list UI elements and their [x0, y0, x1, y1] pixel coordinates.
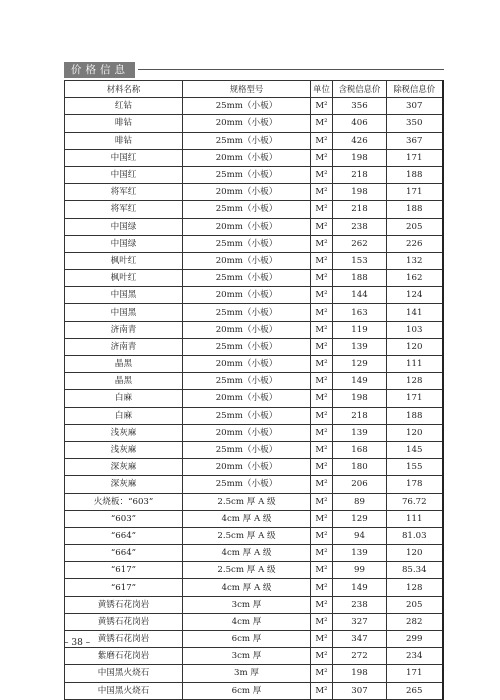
spec-model-cell: 20mm（小板）: [183, 184, 311, 201]
spec-model-cell: 20mm（小板）: [183, 459, 311, 476]
table-row: [65, 132, 443, 149]
material-name-cell: 红钻: [65, 98, 183, 115]
spec-model-cell: 6cm 厚: [183, 682, 311, 699]
price-excl-tax-cell: 81.03: [387, 527, 443, 544]
spec-model-cell: 4cm 厚 A 级: [183, 545, 311, 562]
price-incl-tax-cell: 139: [333, 545, 387, 562]
unit-cell: M²: [311, 166, 333, 183]
price-excl-tax-cell: 282: [387, 613, 443, 630]
material-name-cell: 中国红: [65, 149, 183, 166]
price-excl-tax-cell: 234: [387, 648, 443, 665]
price-incl-tax-cell: 238: [333, 218, 387, 235]
page-number: – 38 –: [64, 638, 91, 648]
spec-model-cell: 25mm（小板）: [183, 373, 311, 390]
spec-model-cell: 20mm（小板）: [183, 321, 311, 338]
material-name-cell: 中国黑火烧石: [65, 665, 183, 682]
material-name-cell: “617”: [65, 579, 183, 596]
spec-model-cell: 20mm（小板）: [183, 287, 311, 304]
unit-cell: M²: [311, 545, 333, 562]
spec-model-cell: 2.5cm 厚 A 级: [183, 527, 311, 544]
material-name-cell: “664”: [65, 527, 183, 544]
price-incl-tax-cell: 99: [333, 562, 387, 579]
price-table-body: [65, 98, 443, 700]
spec-model-cell: 25mm（小板）: [183, 98, 311, 115]
price-incl-tax-cell: 188: [333, 270, 387, 287]
price-incl-tax-cell: 206: [333, 476, 387, 493]
table-header-row: [65, 81, 443, 98]
price-incl-tax-cell: 149: [333, 579, 387, 596]
price-excl-tax-cell: 111: [387, 510, 443, 527]
table-row: [65, 184, 443, 201]
price-incl-tax-cell: 426: [333, 132, 387, 149]
spec-model-cell: 20mm（小板）: [183, 115, 311, 132]
price-excl-tax-cell: 226: [387, 235, 443, 252]
price-excl-tax-cell: 103: [387, 321, 443, 338]
material-name-cell: “603”: [65, 510, 183, 527]
table-row: [65, 149, 443, 166]
unit-cell: M²: [311, 252, 333, 269]
unit-cell: M²: [311, 579, 333, 596]
price-incl-tax-cell: 129: [333, 356, 387, 373]
price-excl-tax-cell: 145: [387, 441, 443, 458]
unit-cell: M²: [311, 631, 333, 648]
price-excl-tax-cell: 367: [387, 132, 443, 149]
price-table: [64, 80, 444, 700]
table-row: [65, 459, 443, 476]
price-incl-tax-cell: 327: [333, 613, 387, 630]
header-unit: 单位: [311, 81, 333, 98]
spec-model-cell: 25mm（小板）: [183, 304, 311, 321]
material-name-cell: 中国黑: [65, 287, 183, 304]
header-price-incl-tax: 含税信息价: [333, 81, 387, 98]
price-excl-tax-cell: 120: [387, 424, 443, 441]
price-incl-tax-cell: 144: [333, 287, 387, 304]
table-row: [65, 682, 443, 699]
price-excl-tax-cell: 85.34: [387, 562, 443, 579]
spec-model-cell: 4cm 厚 A 级: [183, 579, 311, 596]
unit-cell: M²: [311, 235, 333, 252]
spec-model-cell: 20mm（小板）: [183, 218, 311, 235]
unit-cell: M²: [311, 665, 333, 682]
price-incl-tax-cell: 272: [333, 648, 387, 665]
table-row: [65, 665, 443, 682]
material-name-cell: 将军红: [65, 201, 183, 218]
unit-cell: M²: [311, 321, 333, 338]
price-incl-tax-cell: 307: [333, 682, 387, 699]
table-row: [65, 596, 443, 613]
spec-model-cell: 4cm 厚 A 级: [183, 510, 311, 527]
table-row: [65, 441, 443, 458]
material-name-cell: 黄锈石花岗岩: [65, 631, 183, 648]
section-divider: [138, 69, 444, 70]
material-name-cell: 白麻: [65, 390, 183, 407]
material-name-cell: 晶黑: [65, 356, 183, 373]
spec-model-cell: 20mm（小板）: [183, 356, 311, 373]
price-excl-tax-cell: 307: [387, 98, 443, 115]
unit-cell: M²: [311, 115, 333, 132]
price-incl-tax-cell: 139: [333, 338, 387, 355]
price-excl-tax-cell: 162: [387, 270, 443, 287]
unit-cell: M²: [311, 132, 333, 149]
table-row: [65, 373, 443, 390]
price-incl-tax-cell: 198: [333, 184, 387, 201]
price-excl-tax-cell: 124: [387, 287, 443, 304]
material-name-cell: 黄锈石花岗岩: [65, 613, 183, 630]
unit-cell: M²: [311, 184, 333, 201]
unit-cell: M²: [311, 270, 333, 287]
material-name-cell: 中国黑火烧石: [65, 682, 183, 699]
price-incl-tax-cell: 163: [333, 304, 387, 321]
unit-cell: M²: [311, 218, 333, 235]
material-name-cell: 枫叶红: [65, 270, 183, 287]
price-excl-tax-cell: 299: [387, 631, 443, 648]
price-incl-tax-cell: 94: [333, 527, 387, 544]
spec-model-cell: 25mm（小板）: [183, 407, 311, 424]
material-name-cell: 浅灰麻: [65, 441, 183, 458]
material-name-cell: “664”: [65, 545, 183, 562]
spec-model-cell: 25mm（小板）: [183, 235, 311, 252]
material-name-cell: 火烧板：“603”: [65, 493, 183, 510]
unit-cell: M²: [311, 356, 333, 373]
spec-model-cell: 25mm（小板）: [183, 270, 311, 287]
material-name-cell: 将军红: [65, 184, 183, 201]
spec-model-cell: 25mm（小板）: [183, 132, 311, 149]
spec-model-cell: 20mm（小板）: [183, 390, 311, 407]
spec-model-cell: 3cm 厚: [183, 596, 311, 613]
material-name-cell: 紫磨石花岗岩: [65, 648, 183, 665]
price-excl-tax-cell: 120: [387, 545, 443, 562]
material-name-cell: 中国绿: [65, 235, 183, 252]
price-incl-tax-cell: 238: [333, 596, 387, 613]
spec-model-cell: 25mm（小板）: [183, 441, 311, 458]
unit-cell: M²: [311, 149, 333, 166]
price-excl-tax-cell: 350: [387, 115, 443, 132]
table-row: [65, 631, 443, 648]
spec-model-cell: 2.5cm 厚 A 级: [183, 493, 311, 510]
unit-cell: M²: [311, 596, 333, 613]
price-incl-tax-cell: 347: [333, 631, 387, 648]
unit-cell: M²: [311, 390, 333, 407]
unit-cell: M²: [311, 527, 333, 544]
unit-cell: M²: [311, 682, 333, 699]
price-incl-tax-cell: 218: [333, 166, 387, 183]
table-row: [65, 321, 443, 338]
table-row: [65, 338, 443, 355]
spec-model-cell: 20mm（小板）: [183, 149, 311, 166]
material-name-cell: 啡钻: [65, 115, 183, 132]
material-name-cell: 中国黑: [65, 304, 183, 321]
spec-model-cell: 20mm（小板）: [183, 252, 311, 269]
unit-cell: M²: [311, 304, 333, 321]
unit-cell: M²: [311, 338, 333, 355]
price-excl-tax-cell: 205: [387, 596, 443, 613]
table-row: [65, 115, 443, 132]
price-excl-tax-cell: 178: [387, 476, 443, 493]
unit-cell: M²: [311, 476, 333, 493]
table-row: [65, 579, 443, 596]
price-incl-tax-cell: 168: [333, 441, 387, 458]
spec-model-cell: 6cm 厚: [183, 631, 311, 648]
price-incl-tax-cell: 218: [333, 201, 387, 218]
material-name-cell: 黄锈石花岗岩: [65, 596, 183, 613]
price-excl-tax-cell: 188: [387, 166, 443, 183]
price-excl-tax-cell: 188: [387, 201, 443, 218]
price-incl-tax-cell: 198: [333, 665, 387, 682]
price-incl-tax-cell: 89: [333, 493, 387, 510]
table-row: [65, 476, 443, 493]
price-excl-tax-cell: 128: [387, 579, 443, 596]
spec-model-cell: 4cm 厚: [183, 613, 311, 630]
price-excl-tax-cell: 205: [387, 218, 443, 235]
unit-cell: M²: [311, 493, 333, 510]
table-row: [65, 356, 443, 373]
price-incl-tax-cell: 356: [333, 98, 387, 115]
price-incl-tax-cell: 406: [333, 115, 387, 132]
unit-cell: M²: [311, 459, 333, 476]
header-material-name: 材料名称: [65, 81, 183, 98]
table-row: [65, 270, 443, 287]
material-name-cell: 济南青: [65, 338, 183, 355]
price-excl-tax-cell: 132: [387, 252, 443, 269]
price-excl-tax-cell: 128: [387, 373, 443, 390]
table-row: [65, 527, 443, 544]
section-title: 价格信息: [64, 62, 135, 78]
price-incl-tax-cell: 149: [333, 373, 387, 390]
material-name-cell: 啡钻: [65, 132, 183, 149]
table-row: [65, 235, 443, 252]
spec-model-cell: 25mm（小板）: [183, 338, 311, 355]
spec-model-cell: 25mm（小板）: [183, 476, 311, 493]
unit-cell: M²: [311, 373, 333, 390]
price-incl-tax-cell: 119: [333, 321, 387, 338]
unit-cell: M²: [311, 287, 333, 304]
price-incl-tax-cell: 180: [333, 459, 387, 476]
material-name-cell: “617”: [65, 562, 183, 579]
material-name-cell: 济南青: [65, 321, 183, 338]
price-excl-tax-cell: 171: [387, 665, 443, 682]
material-name-cell: 晶黑: [65, 373, 183, 390]
table-row: [65, 648, 443, 665]
table-row: [65, 252, 443, 269]
table-row: [65, 407, 443, 424]
price-excl-tax-cell: 111: [387, 356, 443, 373]
price-incl-tax-cell: 262: [333, 235, 387, 252]
header-spec-model: 规格型号: [183, 81, 311, 98]
price-incl-tax-cell: 129: [333, 510, 387, 527]
price-excl-tax-cell: 188: [387, 407, 443, 424]
table-row: [65, 510, 443, 527]
unit-cell: M²: [311, 441, 333, 458]
price-incl-tax-cell: 198: [333, 390, 387, 407]
spec-model-cell: 3cm 厚: [183, 648, 311, 665]
unit-cell: M²: [311, 424, 333, 441]
unit-cell: M²: [311, 407, 333, 424]
material-name-cell: 中国绿: [65, 218, 183, 235]
header-price-excl-tax: 除税信息价: [387, 81, 443, 98]
price-excl-tax-cell: 171: [387, 149, 443, 166]
table-row: [65, 304, 443, 321]
table-row: [65, 98, 443, 115]
price-excl-tax-cell: 141: [387, 304, 443, 321]
price-excl-tax-cell: 155: [387, 459, 443, 476]
material-name-cell: 深灰麻: [65, 476, 183, 493]
table-row: [65, 613, 443, 630]
section-header: [64, 62, 135, 78]
table-row: [65, 218, 443, 235]
price-excl-tax-cell: 171: [387, 184, 443, 201]
unit-cell: M²: [311, 648, 333, 665]
price-incl-tax-cell: 139: [333, 424, 387, 441]
table-row: [65, 562, 443, 579]
spec-model-cell: 25mm（小板）: [183, 166, 311, 183]
unit-cell: M²: [311, 613, 333, 630]
unit-cell: M²: [311, 562, 333, 579]
spec-model-cell: 20mm（小板）: [183, 424, 311, 441]
price-excl-tax-cell: 171: [387, 390, 443, 407]
table-row: [65, 424, 443, 441]
unit-cell: M²: [311, 510, 333, 527]
material-name-cell: 浅灰麻: [65, 424, 183, 441]
price-incl-tax-cell: 153: [333, 252, 387, 269]
material-name-cell: 深灰麻: [65, 459, 183, 476]
table-row: [65, 166, 443, 183]
unit-cell: M²: [311, 98, 333, 115]
price-excl-tax-cell: 120: [387, 338, 443, 355]
price-excl-tax-cell: 265: [387, 682, 443, 699]
table-row: [65, 545, 443, 562]
spec-model-cell: 2.5cm 厚 A 级: [183, 562, 311, 579]
price-incl-tax-cell: 218: [333, 407, 387, 424]
table-row: [65, 390, 443, 407]
table-row: [65, 201, 443, 218]
table-row: [65, 493, 443, 510]
table-row: [65, 287, 443, 304]
spec-model-cell: 25mm（小板）: [183, 201, 311, 218]
material-name-cell: 枫叶红: [65, 252, 183, 269]
spec-model-cell: 3m 厚: [183, 665, 311, 682]
material-name-cell: 中国红: [65, 166, 183, 183]
price-excl-tax-cell: 76.72: [387, 493, 443, 510]
price-incl-tax-cell: 198: [333, 149, 387, 166]
unit-cell: M²: [311, 201, 333, 218]
material-name-cell: 白麻: [65, 407, 183, 424]
